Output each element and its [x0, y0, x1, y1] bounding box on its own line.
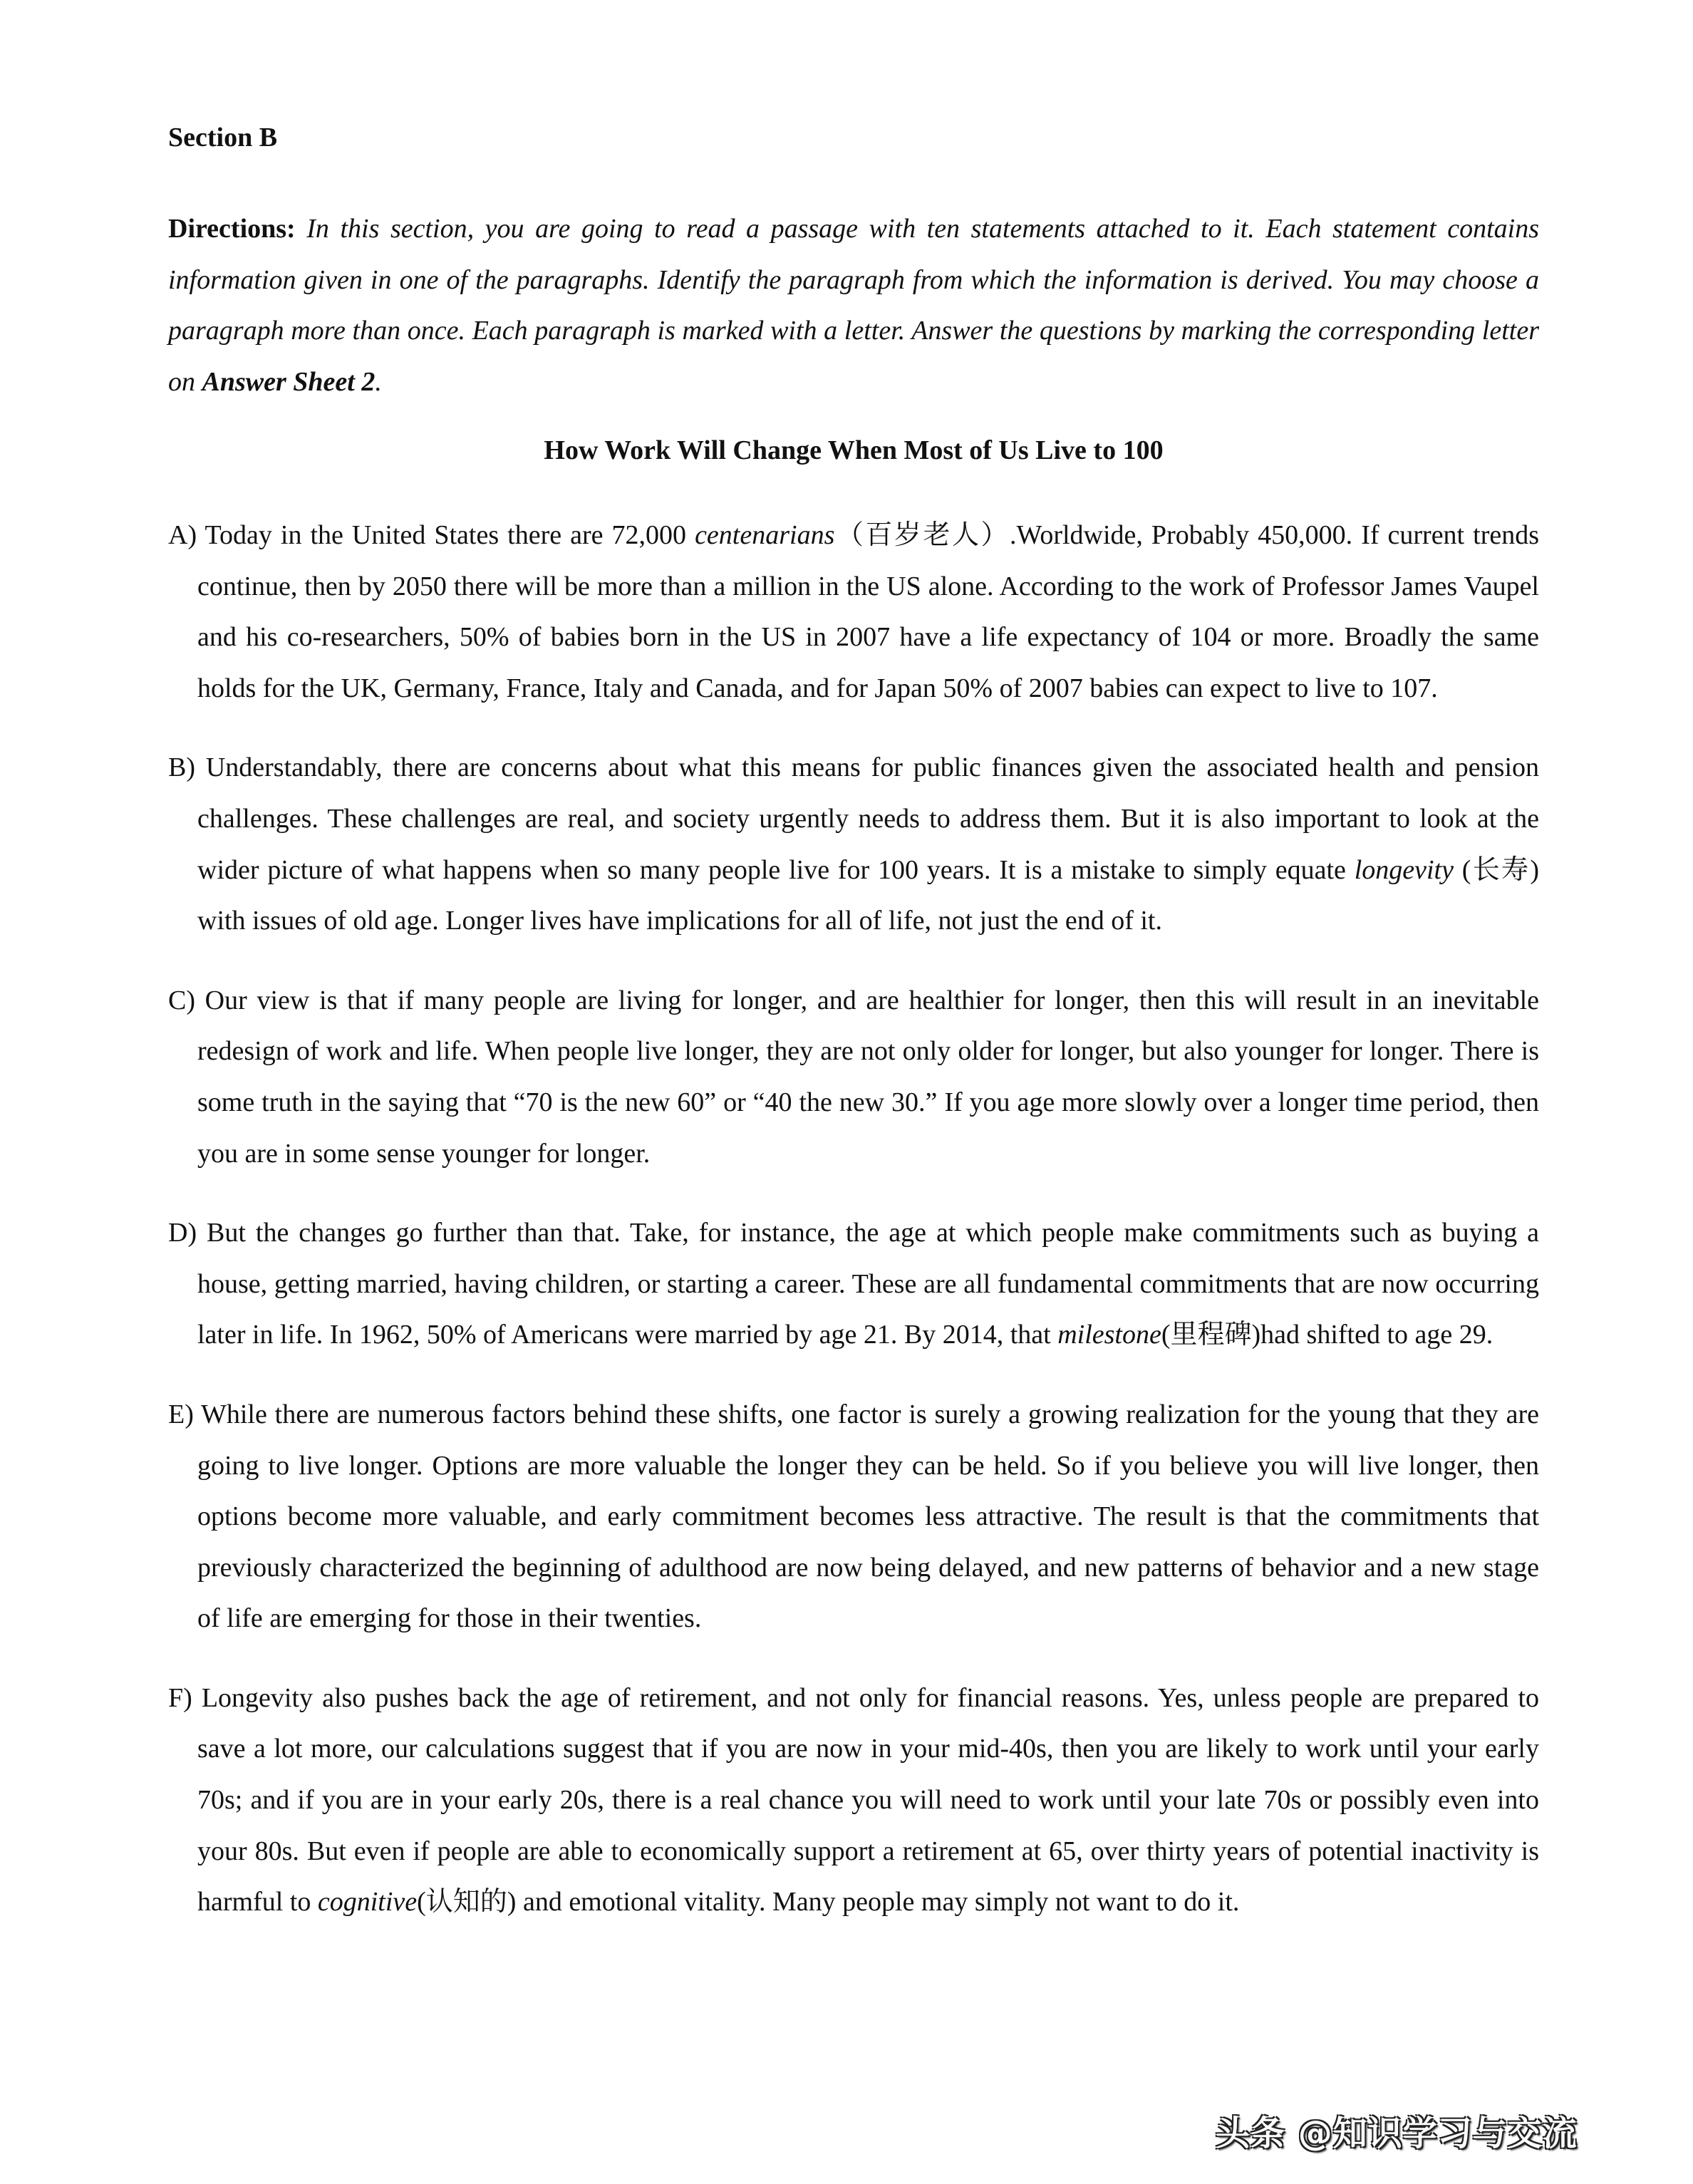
- watermark: 头条 @知识学习与交流: [1216, 2113, 1578, 2153]
- article-title: How Work Will Change When Most of Us Live to 100: [544, 435, 1164, 465]
- glossed-term: longevity: [1354, 854, 1454, 885]
- paragraph-d: [168, 1208, 1539, 1361]
- paragraph-letter: A): [168, 520, 197, 550]
- glossed-term: centenarians: [695, 520, 835, 550]
- paragraph-letter: E): [168, 1399, 194, 1429]
- paragraph-e: [168, 1389, 1539, 1645]
- paragraph-f: [168, 1673, 1539, 1928]
- directions-label: Directions:: [168, 214, 296, 244]
- paragraph-letter: C): [168, 985, 195, 1015]
- paragraph-letter: D): [168, 1218, 197, 1248]
- paragraph-text: Today in the United States there are 72,000: [197, 520, 695, 550]
- paragraph-text: (认知的) and emotional vitality. Many people may simply not want to do it.: [417, 1887, 1240, 1918]
- paragraph-b: [168, 742, 1539, 946]
- answer-sheet-ref: Answer Sheet 2: [202, 366, 376, 397]
- article-body: [168, 510, 1539, 1957]
- paragraph-text: While there are numerous factors behind these shifts, one factor is surely a growing realization for the young that they are going to live longer. Options are more valuable the longer they can be held. So if you believe you will live longer, then options become more valuable, and early commitment becomes less attractive. The result is that the commitments that previously characterized the beginning of adulthood are now being delayed, and new patterns of behavior and a new stage of life are emerging for those in their twenties.: [193, 1399, 1539, 1634]
- paragraph-text: Understandably, there are concerns about what this means for public finances given the associated health and pension challenges. These challenges are real, and society urgently needs to address them. But it is also important to look at the wider picture of what happens when so many people live for 100 years. It is a mistake to simply equate: [195, 752, 1539, 885]
- directions-body: In this section, you are going to read a passage with ten statements attached to it. Each statement contains information given in one of the paragraphs. Identify the paragraph from which the information is derived. You may choose a paragraph more than once. Each paragraph is marked with a letter. Answer the questions by marking the corresponding letter on: [168, 214, 1539, 397]
- directions-end: .: [375, 366, 382, 397]
- paragraph-letter: B): [168, 752, 195, 783]
- directions: [168, 204, 1539, 408]
- paragraph-text: Our view is that if many people are living for longer, and are healthier for longer, then this will result in an inevitable redesign of work and life. When people live longer, they are not only older for longer, but also younger for longer. There is some truth in the saying that “70 is the new 60” or “40 the new 30.” If you age more slowly over a longer time period, then you are in some sense younger for longer.: [195, 985, 1539, 1169]
- glossed-term: milestone: [1057, 1320, 1161, 1350]
- paragraph-text: （百岁老人）.Worldwide, Probably 450,000. If current trends continue, then by 2050 there will be more than a million in the US alone. According to the work of Professor James Vaupel and his co-researchers, 50% of babies born in the US in 2007 have a life expectancy of 104 or more. Broadly the same holds for the UK, Germany, France, Italy and Canada, and for Japan 50% of 2007 babies can expect to live to 107.: [197, 520, 1540, 703]
- paragraph-text: (里程碑)had shifted to age 29.: [1161, 1320, 1493, 1350]
- paragraph-a: [168, 510, 1539, 714]
- paragraph-text: But the changes go further than that. Take, for instance, the age at which people make commitments such as buying a house, getting married, having children, or starting a career. These are all fundamental commitments that are now occurring later in life. In 1962, 50% of Americans were married by age 21. By 2014, that: [197, 1218, 1539, 1350]
- paragraph-c: [168, 975, 1539, 1179]
- section-title: Section B: [168, 123, 278, 152]
- paragraph-text: Longevity also pushes back the age of retirement, and not only for financial reasons. Yes, unless people are prepared to save a lot more, our calculations suggest that if you are now in your mid-40s, then you are likely to work until your early 70s; and if you are in your early 20s, there is a real chance you will need to work until your late 70s or possibly even into your 80s. But even if people are able to economically support a retirement at 65, over thirty years of potential inactivity is harmful to: [192, 1682, 1539, 1918]
- paragraph-letter: F): [168, 1682, 192, 1713]
- paragraph-text: (长寿) with issues of old age. Longer lives have implications for all of life, not just the end of it.: [197, 854, 1539, 936]
- glossed-term: cognitive: [317, 1887, 418, 1918]
